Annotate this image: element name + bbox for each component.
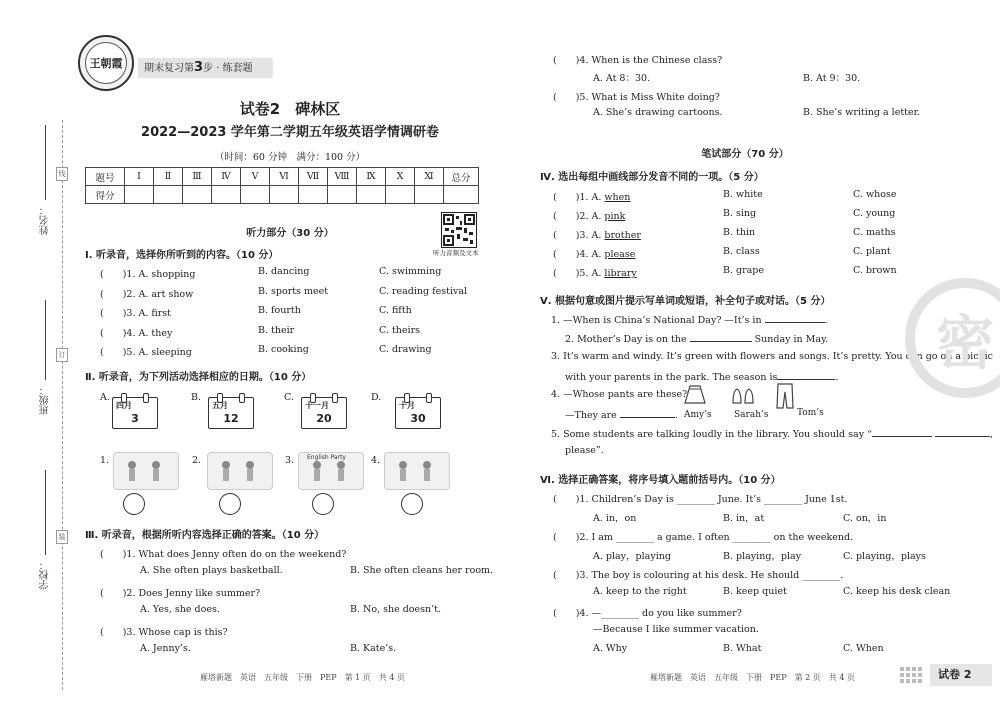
q5-blank2[interactable] xyxy=(690,332,752,342)
q2-card-letter-1: A. xyxy=(100,392,110,403)
q3-option-2-a[interactable]: A. Yes, she does. xyxy=(140,604,220,615)
q4-word: brother xyxy=(604,230,641,241)
q4-item-3-a[interactable] xyxy=(553,227,641,241)
q6-question-2[interactable]: ( )2. I am ________ a game. I often ________ on the weekend. xyxy=(553,532,854,543)
card-month: 四月 xyxy=(116,401,132,410)
logo-text: 王朝霞 xyxy=(85,42,127,84)
score-cell-8[interactable] xyxy=(328,186,357,204)
card-ring-icon xyxy=(332,393,338,403)
q4-title: Ⅳ. 选出每组中画线部分发音不同的一项。（5 分） xyxy=(540,172,764,183)
score-table xyxy=(85,167,479,204)
answer-circle-3[interactable] xyxy=(312,493,334,515)
q5-blank3[interactable] xyxy=(777,370,835,380)
q4-item-2-c[interactable]: C. young xyxy=(853,208,896,219)
q4-item-2-b[interactable]: B. sing xyxy=(723,208,757,219)
q4-word: library xyxy=(604,268,637,279)
q1-item-3-a[interactable]: ( )3. A. first xyxy=(100,308,171,319)
q3-option-2-b[interactable]: B. No, she doesn’t. xyxy=(350,604,442,615)
score-col-4: Ⅳ xyxy=(212,168,241,186)
score-col-10: Ⅹ xyxy=(386,168,415,186)
q5-line2 xyxy=(565,332,828,345)
q5-line4b: —They are . xyxy=(565,410,678,421)
paper-title: 试卷2 碑林区 xyxy=(239,100,341,118)
score-col-7: Ⅶ xyxy=(299,168,328,186)
answer-circle-4[interactable] xyxy=(401,493,423,515)
q6-question-4[interactable]: ( )4. —________ do you like summer? xyxy=(553,608,742,619)
q4-item-2-a[interactable] xyxy=(553,208,625,222)
q4-num: ( )1. A. xyxy=(553,192,602,203)
score-col-6: Ⅵ xyxy=(270,168,299,186)
q3-question-3[interactable]: ( )3. Whose cap is this? xyxy=(100,627,228,638)
card-day: 12 xyxy=(223,412,239,425)
written-title: 笔试部分（70 分） xyxy=(701,149,789,160)
date-card-1 xyxy=(112,397,158,429)
q5-l1-text: 1. —When is China’s National Day? —It’s in xyxy=(551,315,762,326)
q4-item-4-c[interactable]: C. plant xyxy=(853,246,891,257)
q1-item-4-a[interactable]: ( )4. A. they xyxy=(100,327,173,339)
review-banner xyxy=(138,58,273,78)
q6-option-3-b[interactable]: B. keep quiet xyxy=(723,586,787,597)
q6-option-4-a[interactable]: A. Why xyxy=(593,643,628,654)
q5-l2b: Sunday in May. xyxy=(754,334,829,345)
card-month: 十一月 xyxy=(305,401,329,410)
confidential-stamp: 密 xyxy=(905,278,1000,398)
q2-scene-num-3: 3. xyxy=(285,455,295,466)
q5-blank5b[interactable] xyxy=(935,427,990,437)
q1-item-3-b[interactable]: B. fourth xyxy=(258,305,301,316)
q3-question-4[interactable]: ( )4. When is the Chinese class? xyxy=(553,55,723,66)
q6-option-2-b[interactable]: B. playing，play xyxy=(723,551,802,562)
answer-circle-1[interactable] xyxy=(123,493,145,515)
date-card-2 xyxy=(208,397,254,429)
q3-option-3-a[interactable]: A. Jenny’s. xyxy=(140,643,191,654)
card-day: 30 xyxy=(410,412,426,425)
q3-question-1[interactable]: ( )1. What does Jenny often do on the weekend? xyxy=(100,549,347,560)
score-col-9: Ⅸ xyxy=(357,168,386,186)
q6-option-4-c[interactable]: C. When xyxy=(843,643,884,654)
date-card-4 xyxy=(395,397,441,429)
card-ring-icon xyxy=(426,393,432,403)
q5-blank1[interactable] xyxy=(765,313,825,323)
q4-item-4-b[interactable]: B. class xyxy=(723,246,760,257)
q4-item-1-a[interactable] xyxy=(553,189,630,203)
q4-item-3-c[interactable]: C. maths xyxy=(853,227,896,238)
q5-blank4[interactable] xyxy=(620,408,675,418)
q4-num: ( )3. A. xyxy=(553,230,602,241)
q6-option-1-a[interactable]: A. in，on xyxy=(593,513,637,524)
binding-line xyxy=(62,120,63,690)
q1-item-2-a[interactable]: ( )2. A. art show xyxy=(100,288,194,300)
card-day: 3 xyxy=(131,412,139,425)
score-cell-5[interactable] xyxy=(241,186,270,204)
q5-line5b: please”. xyxy=(565,445,604,456)
q5-title: Ⅴ. 根据句意或图片提示写单词或短语，补全句子或对话。（5 分） xyxy=(540,296,831,307)
q5-line4: 4. —Whose pants are these? xyxy=(551,389,688,400)
margin-class-label: 班级： xyxy=(40,385,51,415)
pic-label-tom: Tom’s xyxy=(797,408,824,418)
card-month: 五月 xyxy=(212,401,228,410)
qr-caption: 听力音频及文本 xyxy=(433,249,479,257)
answer-circle-2[interactable] xyxy=(219,493,241,515)
q2-title: Ⅱ. 听录音，为下列活动选择相应的日期。（10 分） xyxy=(85,372,312,383)
score-cell-6[interactable] xyxy=(270,186,299,204)
banner-suffix: 步 · 练套题 xyxy=(203,63,253,74)
card-ring-icon xyxy=(143,393,149,403)
q6-title: Ⅵ. 选择正确答案，将序号填入题前括号内。（10 分） xyxy=(540,475,781,486)
q6-option-1-c[interactable]: C. on，in xyxy=(843,513,887,524)
score-cell-9[interactable] xyxy=(357,186,386,204)
q5-l2a: 2. Mother’s Day is on the xyxy=(565,334,687,345)
card-ring-icon xyxy=(239,393,245,403)
score-cell-11[interactable] xyxy=(415,186,444,204)
q3-option-4-a[interactable]: A. At 8：30. xyxy=(593,73,651,84)
score-cell-1[interactable] xyxy=(125,186,154,204)
q4-num: ( )2. A. xyxy=(553,211,602,222)
scene-banner-text: English Party xyxy=(307,454,346,461)
activity-scene-1-icon xyxy=(113,452,179,490)
q3-option-3-b[interactable]: B. Kate’s. xyxy=(350,643,397,654)
q3-option-5-b[interactable]: B. She’s writing a letter. xyxy=(803,107,921,118)
q4-item-4-a[interactable] xyxy=(553,246,635,260)
q6-option-1-b[interactable]: B. in，at xyxy=(723,513,765,524)
q6-option-3-c[interactable]: C. keep his desk clean xyxy=(843,586,951,597)
q2-card-letter-4: D. xyxy=(371,392,382,403)
q6-question-3[interactable]: ( )3. The boy is colouring at his desk. He should ________. xyxy=(553,570,844,581)
q5-l5-text: 5. Some students are talking loudly in the library. You should say “ xyxy=(551,429,872,440)
q2-scene-num-2: 2. xyxy=(192,455,202,466)
name-line xyxy=(45,125,46,200)
listening-title: 听力部分（30 分） xyxy=(246,228,334,239)
score-row-label: 题号 xyxy=(86,168,125,186)
banner-prefix: 期末复习第 xyxy=(144,63,194,74)
score-cell-3[interactable] xyxy=(183,186,212,204)
pants-icon xyxy=(774,382,796,410)
q1-item-1-b[interactable]: B. dancing xyxy=(258,266,310,277)
shoes-icon xyxy=(731,385,757,409)
q2-scene-num-1: 1. xyxy=(100,455,110,466)
qr-code[interactable] xyxy=(441,212,477,248)
margin-school-label: 学校： xyxy=(40,560,51,590)
score-cell-12[interactable] xyxy=(444,186,479,204)
q4-num: ( )4. A. xyxy=(553,249,602,260)
q6-question-1[interactable]: ( )1. Children’s Day is ________ June. It’s ________ June 1st. xyxy=(553,494,848,505)
time-score: （时间：60 分钟 满分：100 分） xyxy=(214,152,366,163)
margin-name-label: 姓名： xyxy=(40,205,51,235)
score-cell-2[interactable] xyxy=(154,186,183,204)
margin-tag-order: 订 xyxy=(56,348,68,362)
card-month: 十月 xyxy=(399,401,415,410)
q6-option-2-a[interactable]: A. play，playing xyxy=(593,551,671,562)
q4-word: when xyxy=(604,192,631,203)
q5-l3b-text: with your parents in the park. The season is xyxy=(565,372,778,383)
q3-question-5[interactable]: ( )5. What is Miss White doing? xyxy=(553,92,720,103)
footer-left: 雁塔新题 英语 五年级 下册 PEP 第 1 页 共 4 页 xyxy=(200,673,405,682)
q5-line3: 3. It’s warm and windy. It’s green with flowers and songs. It’s pretty. You can go on a picnic xyxy=(551,351,994,362)
activity-scene-3-icon xyxy=(298,452,364,490)
publisher-logo xyxy=(78,35,134,91)
activity-scene-2-icon xyxy=(207,452,273,490)
q6-option-3-a[interactable]: A. keep to the right xyxy=(593,586,687,597)
score-row2-label: 得分 xyxy=(86,186,125,204)
pic-label-sarah: Sarah’s xyxy=(734,410,769,420)
q3-option-4-b[interactable]: B. At 9：30. xyxy=(803,73,861,84)
q4-word: pink xyxy=(604,211,626,222)
q5-line5: 5. Some students are talking loudly in the library. You should say “ , xyxy=(551,429,993,440)
score-col-3: Ⅲ xyxy=(183,168,212,186)
margin-tag-line: 线 xyxy=(56,167,68,181)
page-dots xyxy=(900,666,926,687)
q6-option-4-b[interactable]: B. What xyxy=(723,643,762,654)
q4-item-5-c[interactable]: C. brown xyxy=(853,265,897,276)
q5-line1: 1. —When is China’s National Day? —It’s in . xyxy=(551,315,828,326)
q4-item-1-b[interactable]: B. white xyxy=(723,189,763,200)
class-line xyxy=(45,300,46,380)
skirt-icon xyxy=(683,383,707,407)
paper-tag: 试卷 2 xyxy=(930,664,992,686)
q5-line3b: with your parents in the park. The season is . xyxy=(565,372,839,383)
banner-step: 3 xyxy=(194,60,204,75)
school-line xyxy=(45,470,46,555)
q1-item-2-b[interactable]: B. sports meet xyxy=(258,285,329,297)
q5-blank5a[interactable] xyxy=(872,427,932,437)
score-col-11: Ⅺ xyxy=(415,168,444,186)
footer-right: 雁塔新题 英语 五年级 下册 PEP 第 2 页 共 4 页 xyxy=(650,673,855,682)
score-col-1: Ⅰ xyxy=(125,168,154,186)
q1-title: Ⅰ. 听录音，选择你所听到的内容。（10 分） xyxy=(85,250,279,261)
card-day: 20 xyxy=(316,412,332,425)
q6-option-2-c[interactable]: C. playing，plays xyxy=(843,551,926,562)
activity-scene-4-icon xyxy=(384,452,450,490)
q3-title: Ⅲ. 听录音，根据所听内容选择正确的答案。（10 分） xyxy=(85,530,325,541)
q4-item-5-a[interactable] xyxy=(553,265,637,279)
score-cell-7[interactable] xyxy=(299,186,328,204)
q1-item-1-c[interactable]: C. swimming xyxy=(379,266,442,277)
q1-item-5-c[interactable]: C. drawing xyxy=(379,344,432,355)
q1-item-3-c[interactable]: C. fifth xyxy=(379,305,412,316)
score-cell-4[interactable] xyxy=(212,186,241,204)
q1-item-4-c[interactable]: C. theirs xyxy=(379,324,420,336)
q4-item-1-c[interactable]: C. whose xyxy=(853,189,897,200)
q5-l4b-text: —They are xyxy=(565,410,617,421)
paper-subtitle: 2022—2023 学年第二学期五年级英语学情调研卷 xyxy=(141,125,439,140)
q1-item-1-a[interactable]: ( )1. A. shopping xyxy=(100,269,196,280)
q3-question-2[interactable]: ( )2. Does Jenny like summer? xyxy=(100,588,261,599)
score-cell-10[interactable] xyxy=(386,186,415,204)
q1-item-5-b[interactable]: B. cooking xyxy=(258,344,309,355)
score-col-2: Ⅱ xyxy=(154,168,183,186)
q4-word: please xyxy=(604,249,636,260)
pic-label-amy: Amy’s xyxy=(684,410,712,420)
q4-num: ( )5. A. xyxy=(553,268,602,279)
q3-option-1-a[interactable]: A. She often plays basketball. xyxy=(140,565,283,576)
q2-card-letter-2: B. xyxy=(191,392,202,403)
score-col-8: Ⅷ xyxy=(328,168,357,186)
score-col-12: 总分 xyxy=(444,168,479,186)
q6-question-4-reply: —Because I like summer vacation. xyxy=(593,624,759,635)
date-card-3 xyxy=(301,397,347,429)
q2-scene-num-4: 4. xyxy=(371,455,381,466)
q3-option-5-a[interactable]: A. She’s drawing cartoons. xyxy=(593,107,723,118)
q4-item-3-b[interactable]: B. thin xyxy=(723,227,756,238)
q2-card-letter-3: C. xyxy=(284,392,294,403)
q4-item-5-b[interactable]: B. grape xyxy=(723,265,765,276)
q3-option-1-b[interactable]: B. She often cleans her room. xyxy=(350,565,494,576)
q1-item-4-b[interactable]: B. their xyxy=(258,324,295,336)
q1-item-5-a[interactable]: ( )5. A. sleeping xyxy=(100,347,192,358)
margin-tag-bind: 装 xyxy=(56,530,68,544)
q1-item-2-c[interactable]: C. reading festival xyxy=(379,285,468,297)
score-col-5: Ⅴ xyxy=(241,168,270,186)
